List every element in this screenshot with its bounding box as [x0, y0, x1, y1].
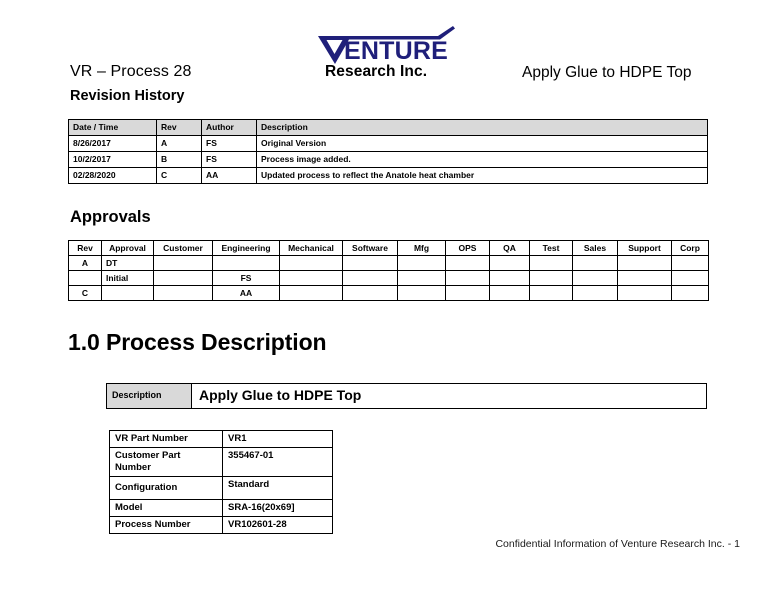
cell-corp [672, 256, 709, 271]
cell-sales [573, 256, 618, 271]
cell-support [618, 271, 672, 286]
cell-corp [672, 286, 709, 301]
cell-software [343, 271, 398, 286]
cell-test [530, 256, 573, 271]
cell-description: Original Version [257, 136, 708, 152]
cell-customer [154, 286, 213, 301]
table-row [107, 384, 707, 409]
table-header-row [69, 241, 709, 256]
document-title: VR – Process 28 [70, 63, 192, 80]
cell-engineering: AA [213, 286, 280, 301]
column-header-mechanical: Mechanical [280, 241, 343, 256]
cell-rev: A [157, 136, 202, 152]
cell-qa [490, 256, 530, 271]
cell-author: FS [202, 136, 257, 152]
page-header [0, 0, 776, 112]
cell-customer [154, 271, 213, 286]
column-header-mfg: Mfg [398, 241, 446, 256]
parts-key-process-number: Process Number [110, 517, 223, 534]
venture-research-logo [313, 26, 458, 78]
cell-test [530, 286, 573, 301]
cell-software [343, 256, 398, 271]
cell-mechanical [280, 286, 343, 301]
parts-value-vr-part-number: VR1 [223, 431, 333, 448]
cell-mechanical [280, 256, 343, 271]
table-row [69, 286, 709, 301]
cell-mfg [398, 286, 446, 301]
approvals-heading: Approvals [70, 208, 151, 226]
table-row [110, 431, 333, 448]
cell-rev [69, 271, 102, 286]
description-value: Apply Glue to HDPE Top [192, 384, 707, 409]
parts-key-model: Model [110, 500, 223, 517]
table-row [110, 448, 333, 477]
parts-value-process-number: VR102601-28 [223, 517, 333, 534]
description-table-wrapper [106, 383, 707, 409]
cell-mfg [398, 256, 446, 271]
cell-date: 8/26/2017 [69, 136, 157, 152]
column-header-software: Software [343, 241, 398, 256]
table-row [69, 168, 708, 184]
cell-software [343, 286, 398, 301]
cell-ops [446, 256, 490, 271]
revision-history-table-wrapper [68, 119, 708, 184]
column-header-ops: OPS [446, 241, 490, 256]
cell-mfg [398, 271, 446, 286]
cell-approval: Initial [102, 271, 154, 286]
cell-support [618, 286, 672, 301]
parts-value-model: SRA-16(20x69] [223, 500, 333, 517]
column-header-rev: Rev [69, 241, 102, 256]
cell-test [530, 271, 573, 286]
section-heading-process-description: 1.0 Process Description [68, 329, 327, 355]
parts-table-wrapper [109, 430, 333, 534]
table-row [69, 256, 709, 271]
column-header-approval: Approval [102, 241, 154, 256]
cell-approval: DT [102, 256, 154, 271]
cell-description: Process image added. [257, 152, 708, 168]
cell-approval [102, 286, 154, 301]
cell-engineering [213, 256, 280, 271]
cell-date: 10/2/2017 [69, 152, 157, 168]
cell-sales [573, 271, 618, 286]
table-row [69, 136, 708, 152]
logo-secondary-text: Research Inc. [325, 63, 428, 78]
process-name-header: Apply Glue to HDPE Top [522, 64, 692, 81]
approvals-table [68, 240, 709, 301]
cell-mechanical [280, 271, 343, 286]
table-row [69, 152, 708, 168]
cell-ops [446, 271, 490, 286]
description-label: Description [107, 384, 192, 409]
column-header-date: Date / Time [69, 120, 157, 136]
cell-qa [490, 271, 530, 286]
column-header-sales: Sales [573, 241, 618, 256]
cell-support [618, 256, 672, 271]
column-header-engineering: Engineering [213, 241, 280, 256]
cell-engineering: FS [213, 271, 280, 286]
cell-corp [672, 271, 709, 286]
parts-value-customer-part-number: 355467-01 [223, 448, 333, 477]
cell-description: Updated process to reflect the Anatole heat chamber [257, 168, 708, 184]
cell-author: AA [202, 168, 257, 184]
column-header-description: Description [257, 120, 708, 136]
column-header-rev: Rev [157, 120, 202, 136]
cell-rev: A [69, 256, 102, 271]
parts-value-configuration: Standard [223, 477, 333, 500]
column-header-corp: Corp [672, 241, 709, 256]
column-header-customer: Customer [154, 241, 213, 256]
cell-date: 02/28/2020 [69, 168, 157, 184]
page-footer: Confidential Information of Venture Research Inc. - 1 [495, 538, 740, 550]
approvals-table-wrapper [68, 240, 709, 301]
cell-author: FS [202, 152, 257, 168]
cell-sales [573, 286, 618, 301]
table-row [110, 477, 333, 500]
cell-customer [154, 256, 213, 271]
revision-history-heading: Revision History [70, 88, 185, 104]
cell-rev: C [157, 168, 202, 184]
column-header-qa: QA [490, 241, 530, 256]
table-row [110, 500, 333, 517]
column-header-support: Support [618, 241, 672, 256]
logo-primary-text: ENTURE [344, 37, 448, 65]
cell-qa [490, 286, 530, 301]
parts-key-customer-part-number: Customer Part Number [110, 448, 223, 477]
table-row [69, 271, 709, 286]
cell-ops [446, 286, 490, 301]
parts-key-vr-part-number: VR Part Number [110, 431, 223, 448]
cell-rev: B [157, 152, 202, 168]
table-header-row [69, 120, 708, 136]
column-header-test: Test [530, 241, 573, 256]
table-row [110, 517, 333, 534]
column-header-author: Author [202, 120, 257, 136]
description-table [106, 383, 707, 409]
cell-rev: C [69, 286, 102, 301]
parts-table [109, 430, 333, 534]
revision-history-table [68, 119, 708, 184]
parts-key-configuration: Configuration [110, 477, 223, 500]
